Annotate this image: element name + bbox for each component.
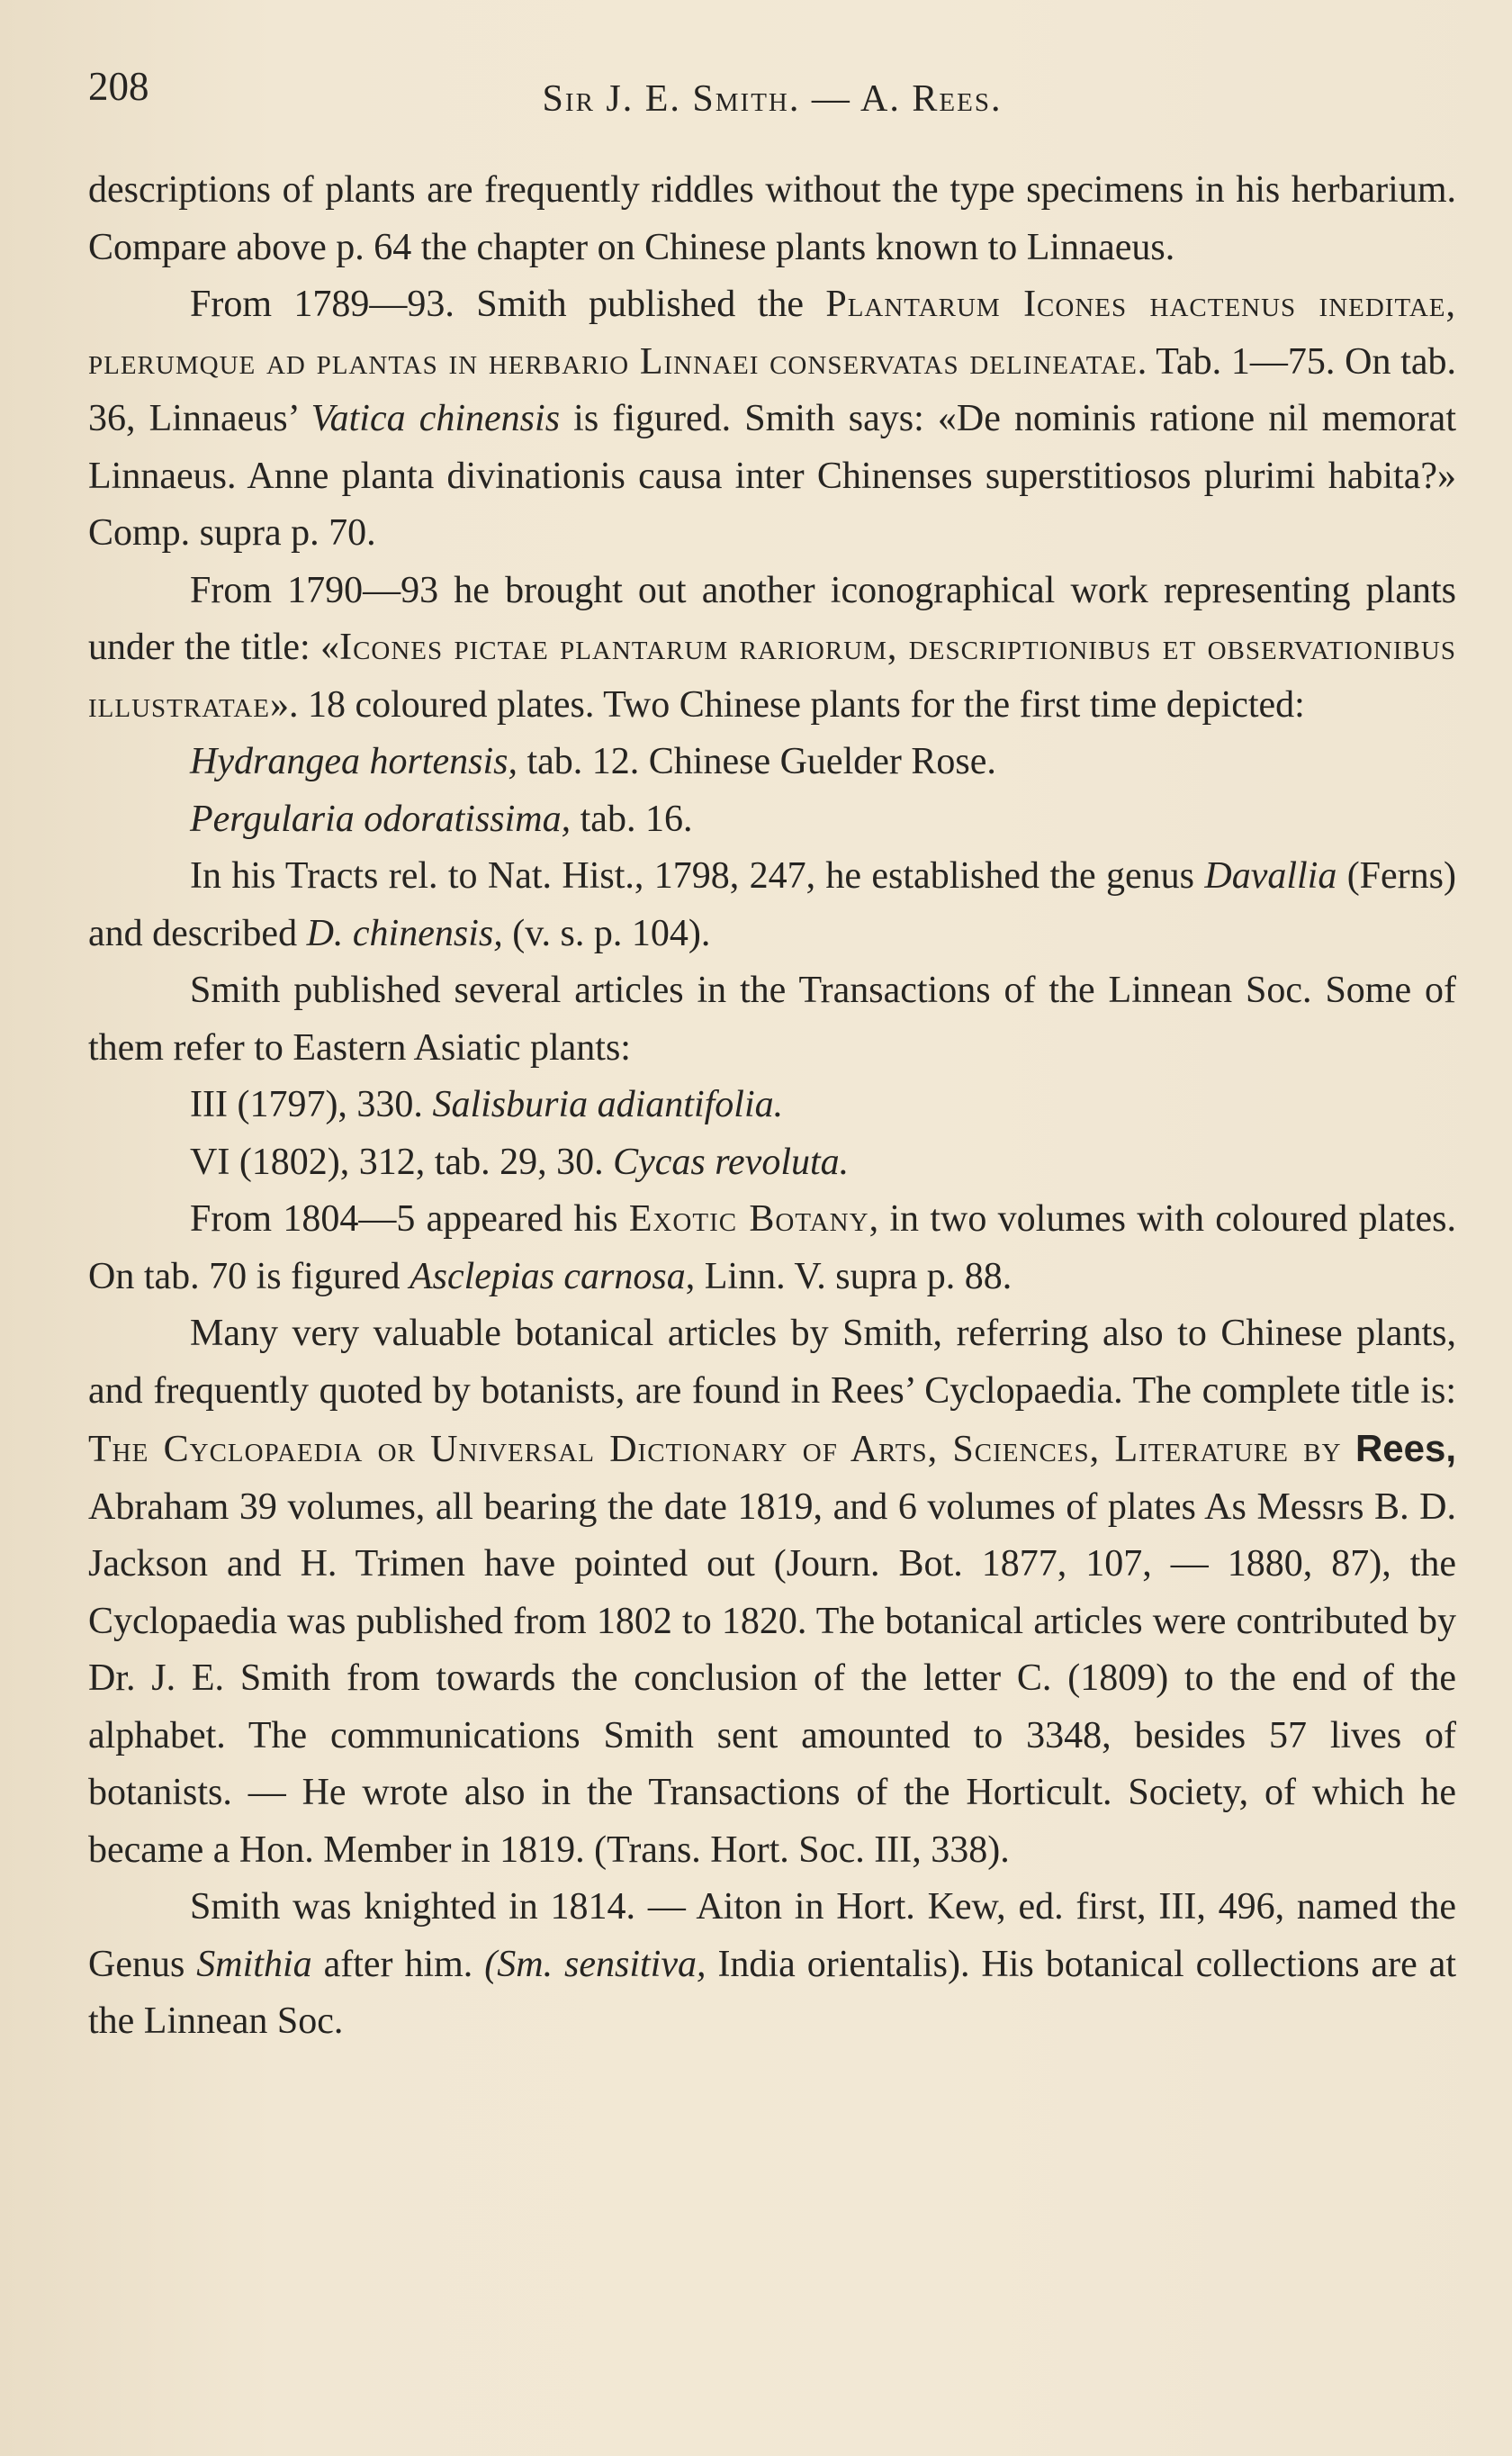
book-title: Exotic Botany [628,1198,869,1240]
book-title: Plantarum Icones hactenus ineditae, plerumque ad plantas in herbario Linnaei conservatas delineatae [88,284,1456,383]
paragraph-exotic-botany: From 1804—5 appeared his Exotic Botany, in two volumes with coloured plates. On tab. 70 is figured Asclepias carnosa, Linn. V. supra p. 88. [88,1198,1456,1297]
species-name: Salisburia adiantifolia. [432,1084,784,1125]
species-name: Vatica chinensis [310,398,561,439]
species-name: Cycas revoluta. [613,1141,850,1183]
paragraph-icones-pictae: From 1790—93 he brought out another iconographical work representing plants under the title: «Icones pictae plantarum rariorum, descriptionibus et observationibus illustratae». 18 coloured plates. Two Chinese plants for the first time depicted: [88,569,1456,726]
page-header [88,63,1456,162]
body-text [88,162,1456,2051]
book-title: The Cyclopaedia or Universal Dictionary of Arts, Sciences, Literature by [88,1429,1342,1470]
species-name: Asclepias carnosa [409,1255,686,1297]
plant-entry: Hydrangea hortensis, tab. 12. Chinese Guelder Rose. [190,741,996,782]
article-entry: VI (1802), 312, tab. 29, 30. Cycas revoluta. [190,1141,850,1183]
page-number: 208 [88,64,149,109]
article-entry: III (1797), 330. Salisburia adiantifolia. [190,1084,784,1125]
running-head: Sir J. E. Smith. — A. Rees. [542,78,1003,120]
book-title: Icones pictae plantarum rariorum, descriptionibus et observationibus illustratae [88,627,1456,726]
genus-name: Davallia [1204,855,1337,897]
plant-entry: Pergularia odoratissima, tab. 16. [190,798,693,840]
paragraph-rees-cyclopaedia: Many very valuable botanical articles by Smith, referring also to Chinese plants, and frequently quoted by botanists, are found in Rees’ Cyclopaedia. The complete title is: The Cyclopaedia or Universal Dictionary of Arts, Sciences, Literature by Rees, Abraham 39 volumes, all bearing the date 1819, and 6 volumes of plates As Messrs B. D. Jackson and H. Trimen have pointed out (Journ. Bot. 1877, 107, — 1880, 87), the Cyclopaedia was published from 1802 to 1820. The botanical articles were contributed by Dr. J. E. Smith from towards the conclusion of the letter C. (1809) to the end of the alphabet. The communications Smith sent amounted to 3348, besides 57 lives of botanists. — He wrote also in the Transactions of the Horticult. Society, of which he became a Hon. Member in 1819. (Trans. Hort. Soc. III, 338). [88,1313,1457,1871]
paragraph-knighted: Smith was knighted in 1814. — Aiton in Hort. Kew, ed. first, III, 496, named the Genus Smithia after him. (Sm. sensitiva, India orientalis). His botanical collections are at the Linnean Soc. [88,1886,1457,2042]
genus-name: Smithia [196,1943,312,1985]
paragraph-plantarum-icones: From 1789—93. Smith published the Plantarum Icones hactenus ineditae, plerumque ad plantas in herbario Linnaei conservatas delineatae. Tab. 1—75. On tab. 36, Linnaeus’ Vatica chinensis is figured. Smith says: «De nominis ratione nil memorat Linnaeus. Anne planta divinationis causa inter Chinenses superstitiosos plurimi habita?» Comp. supra p. 70. [88,284,1456,554]
paragraph-linnean-articles: Smith published several articles in the Transactions of the Linnean Soc. Some of them refer to Eastern Asiatic plants: [88,970,1456,1069]
species-name: D. chinensis, [306,912,503,954]
species-name: (Sm. sensitiva, [484,1943,706,1985]
species-name: Hydrangea hortensis, [190,741,518,782]
paragraph-tracts: In his Tracts rel. to Nat. Hist., 1798, 247, he established the genus Davallia (Ferns) and described D. chinensis, (v. s. p. 104). [88,855,1456,954]
author-name: Rees, [1354,1427,1457,1469]
species-name: Pergularia odoratissima, [190,798,572,840]
paragraph-herbarium: descriptions of plants are frequently riddles without the type specimens in his herbarium. Compare above p. 64 the chapter on Chinese plants known to Linnaeus. [88,169,1456,268]
